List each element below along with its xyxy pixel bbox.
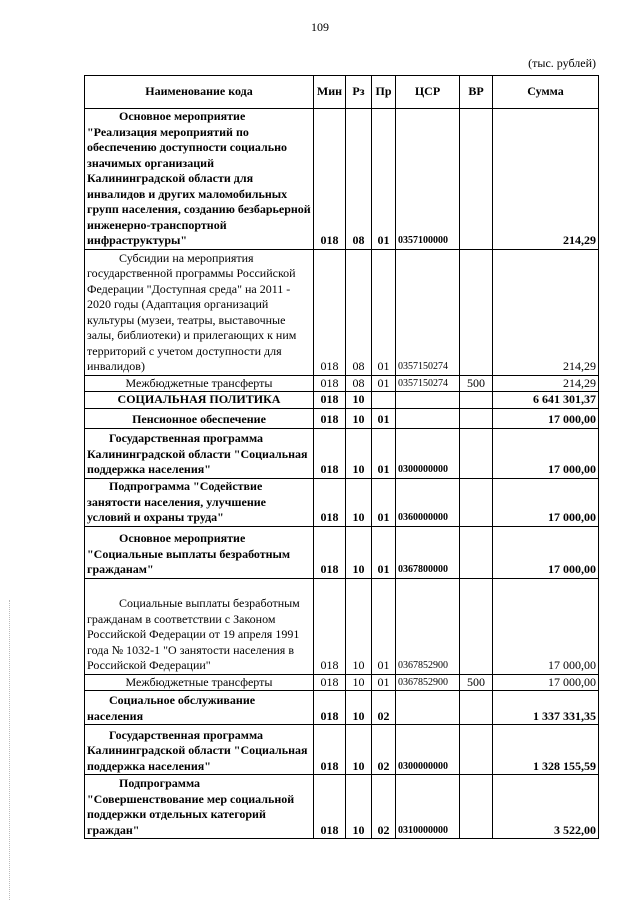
table-row — [85, 478, 599, 526]
header-name: Наименование кода — [85, 76, 314, 109]
row-csr: 0367852900 — [396, 674, 460, 691]
row-name: Государственная программа Калининградской области "Социальная поддержка населения" — [85, 428, 314, 478]
row-pr: 01 — [372, 428, 396, 478]
table-row — [85, 249, 599, 375]
row-vr — [460, 775, 493, 839]
row-rz: 10 — [346, 428, 372, 478]
row-min: 018 — [314, 109, 346, 250]
row-rz: 08 — [346, 109, 372, 250]
row-sum: 1 328 155,59 — [493, 725, 599, 775]
row-vr — [460, 249, 493, 375]
row-csr: 0300000000 — [396, 428, 460, 478]
row-rz: 10 — [346, 578, 372, 674]
margin-line — [9, 600, 10, 900]
row-pr: 01 — [372, 478, 396, 526]
row-min: 018 — [314, 478, 346, 526]
row-csr: 0357100000 — [396, 109, 460, 250]
row-vr — [460, 392, 493, 409]
row-csr: 0360000000 — [396, 478, 460, 526]
budget-table — [84, 75, 599, 839]
row-min: 018 — [314, 725, 346, 775]
row-csr — [396, 691, 460, 725]
row-rz: 10 — [346, 691, 372, 725]
row-pr: 01 — [372, 375, 396, 392]
row-min: 018 — [314, 428, 346, 478]
row-name: Основное мероприятие "Социальные выплаты безработным гражданам" — [85, 526, 314, 578]
table-row — [85, 109, 599, 250]
row-rz: 08 — [346, 375, 372, 392]
row-min: 018 — [314, 392, 346, 409]
row-name: Межбюджетные трансферты — [85, 674, 314, 691]
row-pr: 02 — [372, 691, 396, 725]
row-rz: 10 — [346, 674, 372, 691]
table-row — [85, 375, 599, 392]
row-vr — [460, 578, 493, 674]
header-pr: Пр — [372, 76, 396, 109]
row-rz: 10 — [346, 408, 372, 428]
row-name: Основное мероприятие "Реализация мероприятий по обеспечению доступности социально значимых организаций Калининградской области для инвалидов и других маломобильных групп населения, созданию безбарьерной инженерно-транспортной инфраструктуры" — [85, 109, 314, 250]
row-vr: 500 — [460, 674, 493, 691]
row-name: Социальное обслуживание населения — [85, 691, 314, 725]
row-sum: 214,29 — [493, 109, 599, 250]
row-sum: 17 000,00 — [493, 526, 599, 578]
row-vr — [460, 408, 493, 428]
row-pr: 02 — [372, 725, 396, 775]
row-vr — [460, 725, 493, 775]
row-pr: 01 — [372, 578, 396, 674]
row-sum: 17 000,00 — [493, 578, 599, 674]
header-vr: ВР — [460, 76, 493, 109]
row-pr — [372, 392, 396, 409]
row-vr — [460, 526, 493, 578]
row-sum: 1 337 331,35 — [493, 691, 599, 725]
row-min: 018 — [314, 775, 346, 839]
table-row — [85, 408, 599, 428]
row-csr — [396, 392, 460, 409]
row-name: Социальные выплаты безработным гражданам в соответствии с Законом Российской Федерации от 19 апреля 1991 года № 1032-1 "О занятости населения в Российской Федерации" — [85, 578, 314, 674]
header-csr: ЦСР — [396, 76, 460, 109]
row-sum: 6 641 301,37 — [493, 392, 599, 409]
units-label: (тыс. рублей) — [528, 56, 596, 70]
header-row — [85, 76, 599, 109]
row-pr: 01 — [372, 249, 396, 375]
table-row — [85, 775, 599, 839]
row-vr: 500 — [460, 375, 493, 392]
row-min: 018 — [314, 691, 346, 725]
table-row — [85, 392, 599, 409]
row-pr: 02 — [372, 775, 396, 839]
row-pr: 01 — [372, 408, 396, 428]
row-csr: 0357150274 — [396, 375, 460, 392]
row-min: 018 — [314, 578, 346, 674]
row-csr: 0367800000 — [396, 526, 460, 578]
row-sum: 3 522,00 — [493, 775, 599, 839]
row-sum: 17 000,00 — [493, 408, 599, 428]
row-rz: 10 — [346, 392, 372, 409]
table-row — [85, 578, 599, 674]
row-min: 018 — [314, 375, 346, 392]
row-min: 018 — [314, 408, 346, 428]
row-pr: 01 — [372, 526, 396, 578]
row-rz: 10 — [346, 775, 372, 839]
row-pr: 01 — [372, 674, 396, 691]
row-rz: 10 — [346, 478, 372, 526]
row-vr — [460, 109, 493, 250]
page-number: 109 — [311, 20, 329, 34]
row-sum: 214,29 — [493, 249, 599, 375]
row-sum: 17 000,00 — [493, 674, 599, 691]
row-csr: 0367852900 — [396, 578, 460, 674]
row-sum: 17 000,00 — [493, 428, 599, 478]
row-name: Межбюджетные трансферты — [85, 375, 314, 392]
row-min: 018 — [314, 249, 346, 375]
row-vr — [460, 478, 493, 526]
row-min: 018 — [314, 526, 346, 578]
row-min: 018 — [314, 674, 346, 691]
table-row — [85, 674, 599, 691]
row-pr: 01 — [372, 109, 396, 250]
row-csr — [396, 408, 460, 428]
row-name: Пенсионное обеспечение — [85, 408, 314, 428]
row-name: Государственная программа Калининградской области "Социальная поддержка населения" — [85, 725, 314, 775]
row-name: Подпрограмма "Совершенствование мер социальной поддержки отдельных категорий граждан" — [85, 775, 314, 839]
row-sum: 17 000,00 — [493, 478, 599, 526]
row-vr — [460, 691, 493, 725]
header-min: Мин — [314, 76, 346, 109]
row-rz: 10 — [346, 725, 372, 775]
row-rz: 10 — [346, 526, 372, 578]
row-vr — [460, 428, 493, 478]
row-csr: 0357150274 — [396, 249, 460, 375]
table-row — [85, 428, 599, 478]
row-name: СОЦИАЛЬНАЯ ПОЛИТИКА — [85, 392, 314, 409]
table-row — [85, 725, 599, 775]
table-row — [85, 691, 599, 725]
header-rz: Рз — [346, 76, 372, 109]
row-csr: 0310000000 — [396, 775, 460, 839]
row-rz: 08 — [346, 249, 372, 375]
row-sum: 214,29 — [493, 375, 599, 392]
row-csr: 0300000000 — [396, 725, 460, 775]
row-name: Субсидии на мероприятия государственной программы Российской Федерации "Доступная среда" на 2011 - 2020 годы (Адаптация организаций культуры (музеи, театры, выставочные залы, библиотеки) и прилегающих к ним территорий с учетом доступности для инвалидов) — [85, 249, 314, 375]
row-name: Подпрограмма "Содействие занятости населения, улучшение условий и охраны труда" — [85, 478, 314, 526]
header-sum: Сумма — [493, 76, 599, 109]
table-row — [85, 526, 599, 578]
